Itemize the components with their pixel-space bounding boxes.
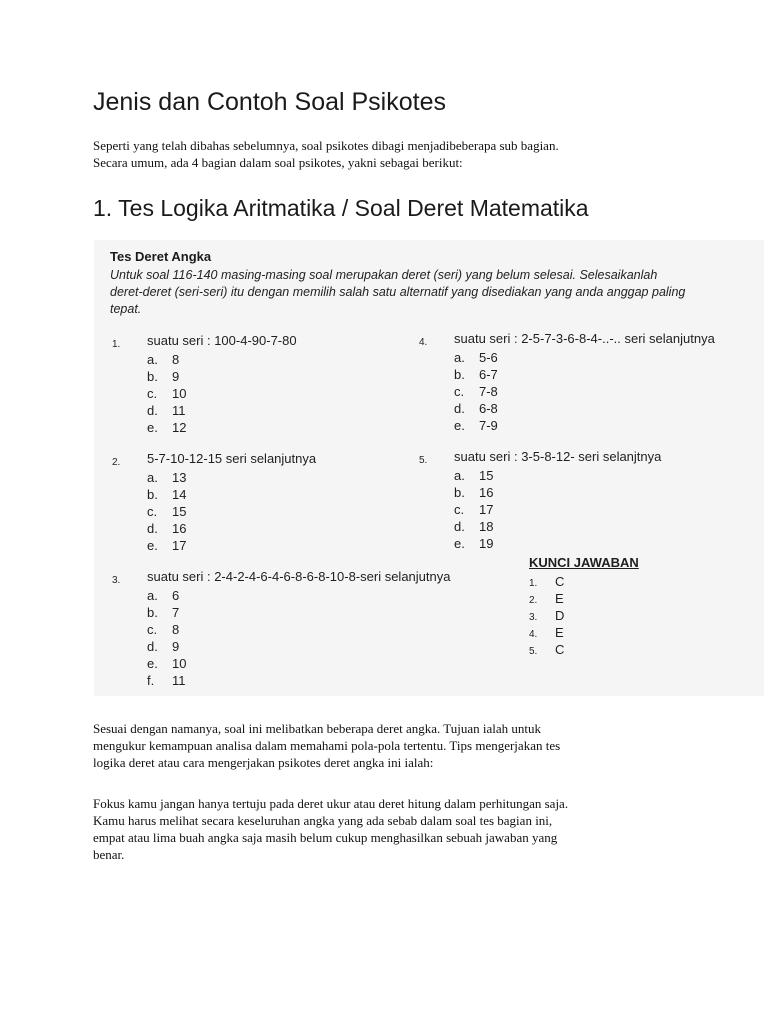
question-stem: 5-7-10-12-15 seri selanjutnya — [147, 451, 317, 466]
option-letter: e. — [454, 418, 465, 433]
figure-instructions — [110, 267, 740, 318]
option-letter: a. — [147, 470, 158, 485]
option-letter: d. — [147, 521, 158, 536]
intro-paragraph — [93, 137, 663, 171]
instruction-line: Untuk soal 116-140 masing-masing soal merupakan deret (seri) yang belum selesai. Selesaikanlah — [110, 268, 658, 282]
option — [147, 486, 186, 503]
option-letter: d. — [454, 519, 465, 534]
body-paragraph-1 — [93, 720, 663, 771]
answer-letter: E — [555, 625, 564, 640]
option — [454, 535, 493, 552]
paragraph-line: Kamu harus melihat secara keseluruhan angka yang ada sebab dalam soal tes bagian ini, — [93, 813, 553, 828]
option-value: 8 — [172, 352, 180, 367]
test-figure — [94, 240, 764, 696]
option-letter: e. — [147, 420, 158, 435]
option-letter: d. — [147, 639, 158, 654]
instruction-line: deret-deret (seri-seri) itu dengan memilih salah satu alternatif yang disediakan yang anda anggap paling — [110, 285, 686, 299]
paragraph-line: mengukur kemampuan analisa dalam memahami pola-pola tertentu. Tips mengerjakan tes — [93, 738, 561, 753]
option — [147, 351, 186, 368]
answer-key-row — [529, 590, 639, 607]
option-letter: f. — [147, 673, 155, 688]
option-value: 12 — [172, 420, 187, 435]
option — [454, 349, 498, 366]
option — [454, 518, 493, 535]
answer-key-row — [529, 607, 639, 624]
option — [454, 484, 493, 501]
option — [147, 604, 186, 621]
option-letter: c. — [147, 386, 158, 401]
answer-number: 4. — [529, 629, 538, 640]
option-letter: a. — [147, 352, 158, 367]
question-stem: suatu seri : 3-5-8-12- seri selanjtnya — [454, 449, 662, 464]
option — [147, 469, 186, 486]
option-letter: b. — [147, 487, 158, 502]
option — [147, 587, 186, 604]
option — [147, 621, 186, 638]
option-value: 6-8 — [479, 401, 498, 416]
answer-letter: C — [555, 642, 565, 657]
option-value: 7 — [172, 605, 180, 620]
option-value: 7-8 — [479, 384, 498, 399]
answer-number: 1. — [529, 578, 538, 589]
option-value: 5-6 — [479, 350, 498, 365]
intro-line: Seperti yang telah dibahas sebelumnya, soal psikotes dibagi menjadibeberapa sub bagian. — [93, 138, 559, 153]
option-letter: e. — [454, 536, 465, 551]
paragraph-line: Fokus kamu jangan hanya tertuju pada deret ukur atau deret hitung dalam perhitungan saja. — [93, 796, 569, 811]
question-stem: suatu seri : 2-4-2-4-6-4-6-8-6-8-10-8-seri selanjutnya — [147, 569, 451, 584]
answer-key-row — [529, 573, 639, 590]
question-options — [454, 467, 493, 552]
option-letter: a. — [147, 588, 158, 603]
option-letter: e. — [147, 656, 158, 671]
option-value: 17 — [172, 538, 187, 553]
question-stem: suatu seri : 100-4-90-7-80 — [147, 333, 297, 348]
option-value: 10 — [172, 386, 187, 401]
option-value: 17 — [479, 502, 494, 517]
option-value: 14 — [172, 487, 187, 502]
option-letter: b. — [454, 485, 465, 500]
option-letter: a. — [454, 468, 465, 483]
option-letter: a. — [454, 350, 465, 365]
option-value: 16 — [479, 485, 494, 500]
option-letter: b. — [147, 605, 158, 620]
answer-number: 3. — [529, 612, 538, 623]
paragraph-line: Sesuai dengan namanya, soal ini melibatkan beberapa deret angka. Tujuan ialah untuk — [93, 721, 542, 736]
option-value: 11 — [172, 403, 186, 418]
question-stem: suatu seri : 2-5-7-3-6-8-4-..-.. seri selanjutnya — [454, 331, 715, 346]
option-letter: c. — [454, 502, 465, 517]
intro-line: Secara umum, ada 4 bagian dalam soal psikotes, yakni sebagai berikut: — [93, 155, 463, 170]
option-value: 9 — [172, 369, 180, 384]
answer-key-title: KUNCI JAWABAN — [529, 555, 639, 570]
option-value: 8 — [172, 622, 180, 637]
question-options — [147, 587, 186, 689]
option-letter: b. — [454, 367, 465, 382]
question-number: 3. — [112, 575, 121, 586]
option-value: 11 — [172, 673, 186, 688]
answer-key-row — [529, 641, 639, 658]
option — [454, 417, 498, 434]
option-value: 15 — [172, 504, 187, 519]
option-value: 13 — [172, 470, 187, 485]
option-letter: d. — [454, 401, 465, 416]
option — [147, 537, 186, 554]
section-heading: 1. Tes Logika Aritmatika / Soal Deret Matematika — [93, 195, 589, 221]
question-options — [454, 349, 498, 434]
option-letter: c. — [454, 384, 465, 399]
option-letter: d. — [147, 403, 158, 418]
answer-number: 2. — [529, 595, 538, 606]
question-number: 2. — [112, 457, 121, 468]
option — [147, 419, 186, 436]
question-options — [147, 351, 186, 436]
question-number: 4. — [419, 337, 428, 348]
option — [147, 672, 186, 689]
option — [147, 402, 186, 419]
page-title: Jenis dan Contoh Soal Psikotes — [93, 88, 446, 116]
paragraph-line: logika deret atau cara mengerjakan psikotes deret angka ini ialah: — [93, 755, 434, 770]
option — [147, 638, 186, 655]
option-value: 16 — [172, 521, 187, 536]
option-letter: b. — [147, 369, 158, 384]
option-value: 10 — [172, 656, 187, 671]
answer-number: 5. — [529, 646, 538, 657]
option-value: 9 — [172, 639, 180, 654]
option-value: 7-9 — [479, 418, 498, 433]
option-value: 19 — [479, 536, 494, 551]
option-letter: c. — [147, 504, 158, 519]
option-letter: e. — [147, 538, 158, 553]
option — [147, 503, 186, 520]
answer-letter: C — [555, 574, 565, 589]
option-value: 6 — [172, 588, 180, 603]
option-value: 6-7 — [479, 367, 498, 382]
option — [454, 400, 498, 417]
answer-letter: D — [555, 608, 565, 623]
answer-key — [529, 555, 639, 658]
option — [147, 385, 186, 402]
answer-key-row — [529, 624, 639, 641]
option-value: 15 — [479, 468, 494, 483]
option — [147, 520, 186, 537]
body-paragraph-2 — [93, 795, 663, 863]
option — [454, 366, 498, 383]
option — [454, 383, 498, 400]
figure-title: Tes Deret Angka — [110, 249, 212, 264]
question-number: 5. — [419, 455, 428, 466]
option-value: 18 — [479, 519, 494, 534]
option — [454, 501, 493, 518]
option — [147, 368, 186, 385]
question-options — [147, 469, 186, 554]
option — [454, 467, 493, 484]
question-number: 1. — [112, 339, 121, 350]
option-letter: c. — [147, 622, 158, 637]
paragraph-line: benar. — [93, 847, 125, 862]
paragraph-line: empat atau lima buah angka saja masih belum cukup menghasilkan sebuah jawaban yang — [93, 830, 558, 845]
answer-letter: E — [555, 591, 564, 606]
option — [147, 655, 186, 672]
instruction-line: tepat. — [110, 302, 142, 316]
